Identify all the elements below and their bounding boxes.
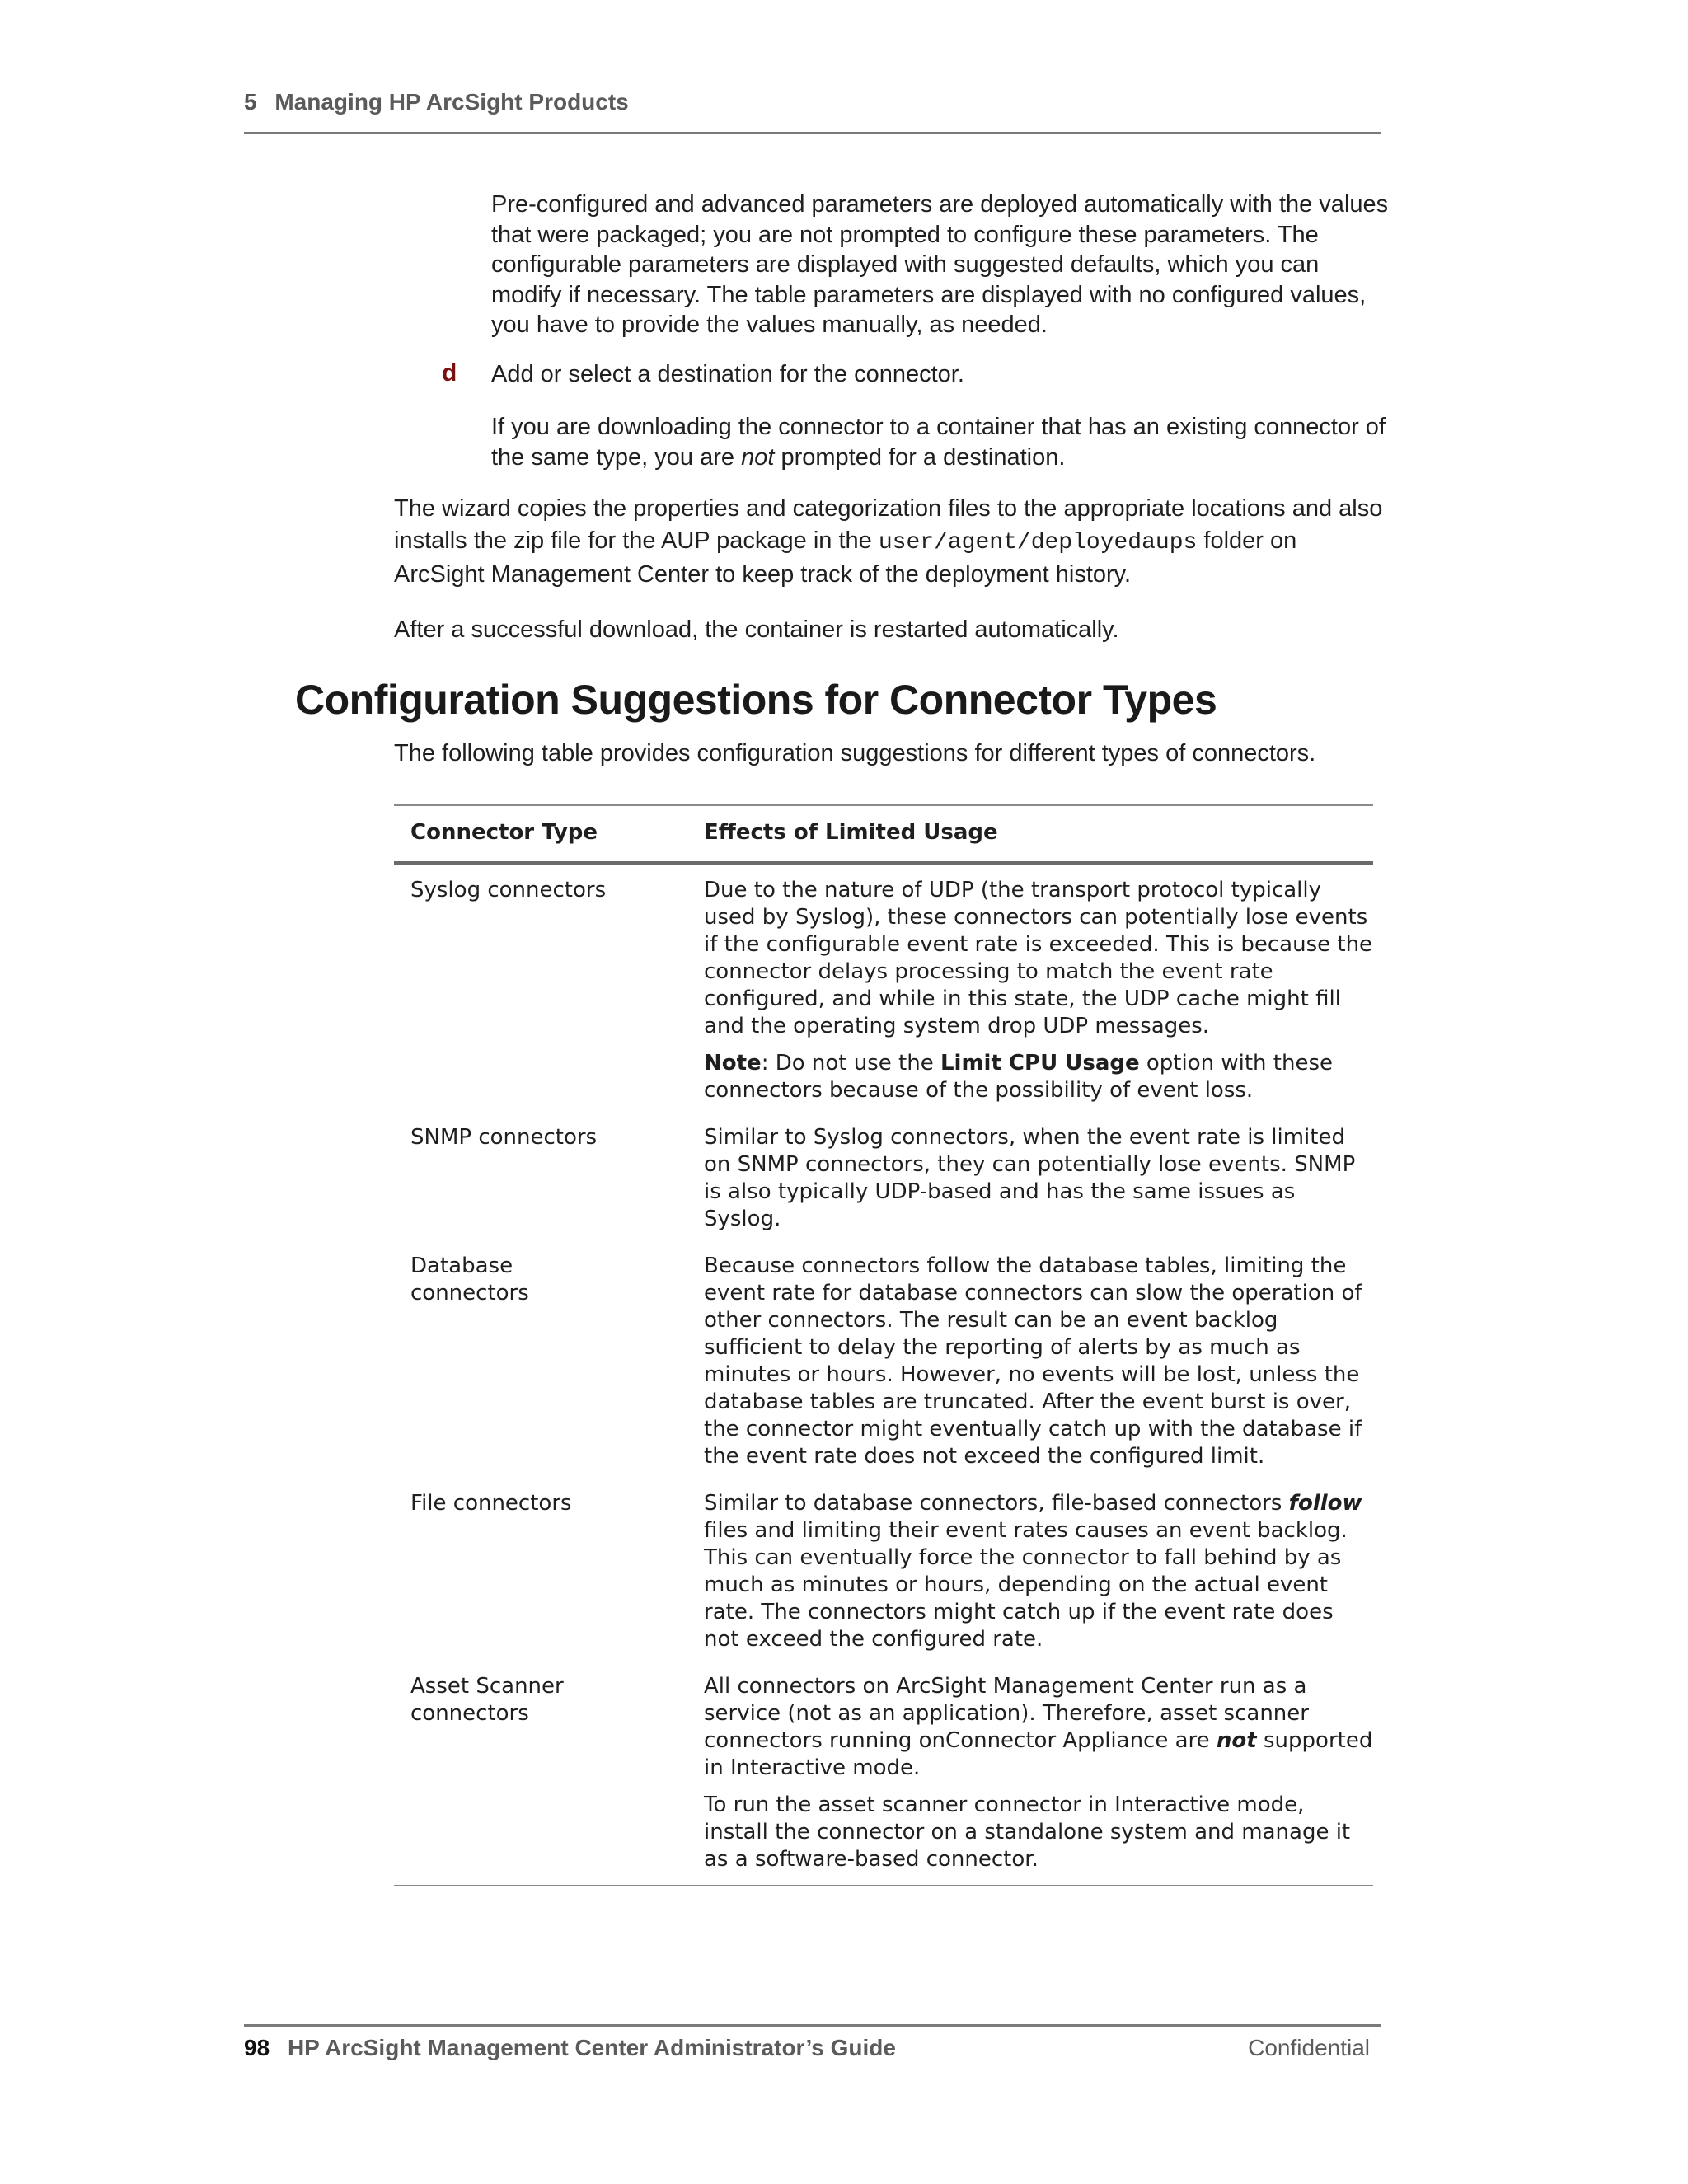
intro-paragraph: Pre-configured and advanced parameters are deployed automatically with the values that were packaged; you are not prompted to configure these parameters. The configurable parameters are displayed with suggested defaults, which you can modify if necessary. The table parameters are displayed with no configured values, you have to provide the values manually, as needed. (491, 191, 1389, 338)
connector-type-cell: File connectors (410, 1491, 572, 1516)
effect-text: Because connectors follow the database tables, limiting the event rate for database connectors can slow the operation of other connectors. The result can be an event backlog sufficient to delay the reporting of alerts by as much as minutes or hours. However, no events will be lost, unless the database tables are truncated. After the event burst is over, the connector might eventually catch up with the database if the event rate does not exceed the configured limit. (704, 1254, 1362, 1469)
table-header-row (394, 805, 1373, 864)
step-d-note-before: If you are downloading the connector to a container that has an existing connector of the same type, you are (491, 414, 1386, 471)
step-label-d: d (442, 359, 457, 387)
effect-after: supported in Interactive mode. (704, 1728, 1373, 1780)
connector-type-cell: Syslog connectors (410, 878, 607, 902)
note-after: option with these connectors because of the possibility of event loss. (704, 1051, 1334, 1103)
section-lead: The following table provides configuration suggestions for different types of connectors. (394, 740, 1316, 766)
chapter-title: Managing HP ArcSight Products (274, 89, 629, 115)
connector-type-cell: SNMP connectors (410, 1125, 598, 1150)
table-row (394, 1673, 1373, 1886)
effect-text (704, 1673, 1373, 1782)
effect-after: files and limiting their event rates causes an event backlog. This can eventually force the connector to fall behind by as much as minutes or hours, depending on the actual event rate. The connectors might catch up if the event rate does not exceed the configured rate. (704, 1518, 1348, 1652)
restart-paragraph: After a successful download, the container is restarted automatically. (394, 616, 1119, 643)
table-row (394, 864, 1373, 1125)
page-header (244, 89, 1381, 134)
wizard-text-after: folder on ArcSight Management Center to keep track of the deployment history. (394, 527, 1297, 588)
effect-text (704, 1490, 1373, 1653)
step-d-note-after: prompted for a destination. (774, 443, 1066, 471)
effect-emph: not (1216, 1728, 1257, 1753)
effect-text: Due to the nature of UDP (the transport protocol typically used by Syslog), these connectors can potentially lose events if the configurable event rate is exceeded. This is because the connector delays processing to match the event rate configured, and while in this state, the UDP cache might fill and the operating system drop UDP messages. (704, 878, 1373, 1038)
deploy-folder-path: user/agent/deployedaups (878, 530, 1198, 555)
connector-type-cell: Database connectors (410, 1254, 529, 1305)
wizard-text-before: The wizard copies the properties and categorization files to the appropriate locations and also installs the zip file for the AUP package in the (394, 495, 1383, 554)
page-number: 98 (244, 2035, 270, 2060)
connector-suggestions-table (394, 804, 1373, 1886)
chapter-number: 5 (244, 89, 257, 115)
effect-before: All connectors on ArcSight Management Center run as a service (not as an application). Therefore, asset scanner connectors running onConnector Appliance are (704, 1674, 1309, 1753)
effect-cell (687, 1490, 1373, 1673)
step-d-note (491, 412, 1390, 472)
effect-cell (687, 864, 1373, 1125)
step-d-text: Add or select a destination for the connector. (491, 361, 964, 387)
confidential-label: Confidential (1248, 2035, 1370, 2060)
effect-emph: follow (1288, 1491, 1362, 1516)
effect-extra: To run the asset scanner connector in Interactive mode, install the connector on a standalone system and manage it as a software-based connector. (704, 1793, 1351, 1872)
section-title: Configuration Suggestions for Connector Types (295, 677, 1217, 723)
guide-title: HP ArcSight Management Center Administrator’s Guide (287, 2035, 896, 2060)
table-row (394, 1253, 1373, 1490)
table-row (394, 1124, 1373, 1253)
step-d-note-emph: not (741, 443, 775, 471)
note-label: Note (704, 1051, 762, 1076)
effect-cell (687, 1124, 1373, 1253)
page-footer (244, 2024, 1381, 2061)
effect-note (704, 1050, 1373, 1104)
wizard-paragraph (394, 493, 1383, 591)
column-header-effects: Effects of Limited Usage (687, 805, 1373, 864)
column-header-type: Connector Type (394, 805, 687, 864)
effect-cell (687, 1253, 1373, 1490)
note-before: : Do not use the (761, 1051, 940, 1076)
effect-cell (687, 1673, 1373, 1886)
effect-before: Similar to database connectors, file-based connectors (704, 1491, 1289, 1516)
effect-text: Similar to Syslog connectors, when the event rate is limited on SNMP connectors, they can potentially lose events. SNMP is also typically UDP-based and has the same issues as Syslog. (704, 1125, 1356, 1231)
connector-type-cell: Asset Scanner connectors (410, 1674, 564, 1726)
note-strong: Limit CPU Usage (940, 1051, 1140, 1076)
table-row (394, 1490, 1373, 1673)
